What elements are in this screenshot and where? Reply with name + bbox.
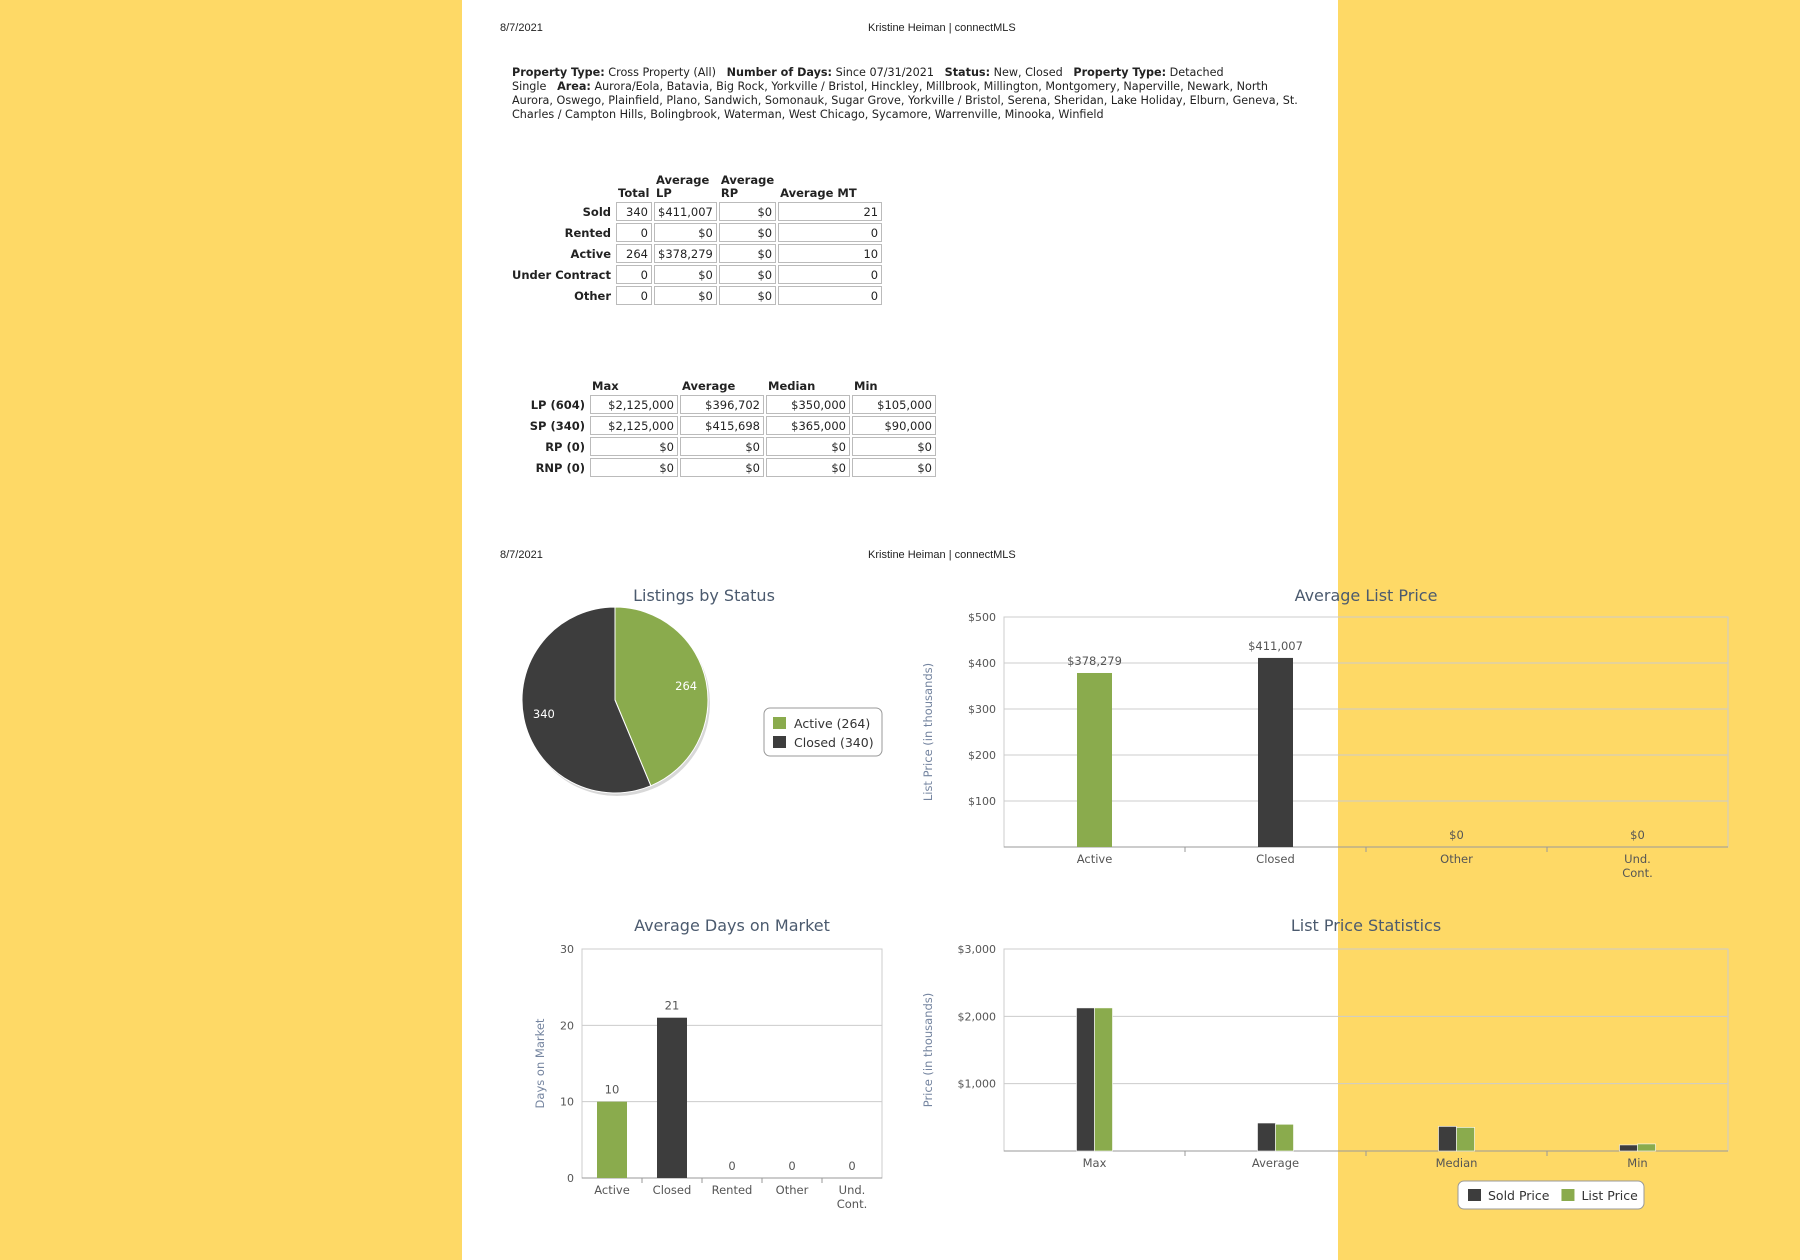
data-label: 0 bbox=[848, 1159, 856, 1173]
chart-title: Average Days on Market bbox=[634, 916, 830, 935]
table-row bbox=[510, 265, 882, 284]
row-label: Active bbox=[570, 246, 611, 261]
table-row bbox=[510, 286, 882, 305]
column-header: Min bbox=[854, 379, 878, 393]
row-label: Sold bbox=[582, 204, 611, 219]
row-label: LP (604) bbox=[530, 397, 585, 412]
table-row bbox=[524, 437, 936, 456]
data-label: $0 bbox=[1449, 828, 1464, 842]
column-header: Total bbox=[618, 186, 650, 200]
bar-list-price bbox=[1276, 1124, 1294, 1151]
legend-label: Active (264) bbox=[794, 716, 871, 731]
table-cell: 340 bbox=[616, 202, 652, 221]
table-row bbox=[524, 458, 936, 477]
slice-label: 340 bbox=[532, 707, 555, 722]
criteria-label: Property Type: bbox=[1073, 66, 1167, 79]
column-header: Average LP bbox=[656, 173, 710, 200]
table-cell: 0 bbox=[778, 223, 882, 242]
legend-label: Closed (340) bbox=[794, 735, 874, 750]
data-label: 21 bbox=[664, 998, 680, 1013]
bar-sold-price bbox=[1258, 1123, 1276, 1151]
table-row bbox=[510, 223, 882, 242]
table-cell: $411,007 bbox=[654, 202, 717, 221]
data-label: $0 bbox=[1630, 828, 1645, 842]
row-label: Other bbox=[574, 288, 611, 303]
table-cell: $0 bbox=[766, 437, 850, 456]
x-tick-label: Rented bbox=[711, 1183, 753, 1197]
x-tick-label: Min bbox=[1627, 1156, 1648, 1170]
table-cell: $105,000 bbox=[852, 395, 936, 414]
x-tick-label: Closed bbox=[1256, 852, 1295, 866]
table-cell: $0 bbox=[590, 458, 678, 477]
table-cell: $415,698 bbox=[680, 416, 764, 435]
table-cell: $0 bbox=[719, 265, 776, 284]
table-cell: $0 bbox=[719, 223, 776, 242]
y-tick-label: 20 bbox=[560, 1019, 574, 1033]
criteria-label: Area: bbox=[557, 80, 591, 93]
column-header: Average RP bbox=[720, 173, 775, 200]
y-tick-label: $500 bbox=[968, 611, 996, 624]
criteria-value: Since 07/31/2021 bbox=[835, 66, 934, 79]
legend-label: List Price bbox=[1581, 1188, 1638, 1203]
listings-by-status-chart bbox=[462, 575, 902, 875]
x-tick-label: Cont. bbox=[1622, 866, 1653, 880]
table-cell: $90,000 bbox=[852, 416, 936, 435]
criteria-value: Aurora/Eola, Batavia, Big Rock, Yorkville / Bristol, Hinckley, Millbrook, Millington, Montgomery, Naperville, Newark, North Aurora, Oswego, Plainfield, Plano, Sandwich, Somonauk, Sugar Grove, Yorkville / Bristol, Serena, Sheridan, Lake Holiday, Elburn, Geneva, St. Charles / Campton Hills, Bolingbrook, Waterman, West Chicago, Sycamore, Warrenville, Minooka, Winfield bbox=[512, 80, 1298, 121]
table-cell: 21 bbox=[778, 202, 882, 221]
report-page bbox=[462, 0, 1653, 1260]
table-cell: $0 bbox=[852, 437, 936, 456]
average-days-on-market-chart bbox=[462, 905, 902, 1225]
table-cell: $0 bbox=[680, 437, 764, 456]
table-cell: 0 bbox=[778, 286, 882, 305]
table-cell: $2,125,000 bbox=[590, 416, 678, 435]
chart-legend bbox=[764, 708, 882, 756]
plot-area bbox=[1004, 617, 1728, 847]
bar-list-price bbox=[1095, 1008, 1113, 1151]
x-tick-label: Und. bbox=[1624, 852, 1651, 866]
table-cell: 0 bbox=[616, 286, 652, 305]
bar-list-price bbox=[1638, 1144, 1656, 1151]
table-cell: $0 bbox=[654, 286, 717, 305]
slice-label: 264 bbox=[675, 678, 698, 693]
x-tick-label: Max bbox=[1082, 1156, 1107, 1170]
legend-swatch bbox=[1561, 1189, 1574, 1201]
x-tick-label: Active bbox=[1076, 852, 1113, 866]
column-header: Average MT bbox=[780, 186, 857, 200]
table-row bbox=[524, 416, 936, 435]
y-tick-label: $1,000 bbox=[957, 1077, 996, 1091]
bar-list-price bbox=[1457, 1127, 1475, 1151]
column-header: Average bbox=[682, 379, 736, 393]
price-statistics-table bbox=[522, 378, 938, 479]
table-header-row bbox=[510, 174, 882, 200]
data-label: 0 bbox=[788, 1159, 796, 1173]
average-list-price-chart bbox=[902, 575, 1653, 895]
y-tick-label: $3,000 bbox=[957, 943, 996, 956]
page1-date: 8/7/2021 bbox=[500, 22, 543, 34]
legend-label: Sold Price bbox=[1488, 1188, 1550, 1203]
page1-agent: Kristine Heiman | connectMLS bbox=[868, 22, 1016, 34]
page2-date: 8/7/2021 bbox=[500, 549, 543, 561]
bar bbox=[597, 1102, 627, 1178]
table-row bbox=[510, 244, 882, 263]
y-tick-label: $400 bbox=[968, 657, 996, 670]
data-label: $411,007 bbox=[1248, 638, 1303, 653]
table-cell: 264 bbox=[616, 244, 652, 263]
bar bbox=[1077, 673, 1112, 847]
table-cell: $396,702 bbox=[680, 395, 764, 414]
bar bbox=[657, 1018, 687, 1178]
data-label: 0 bbox=[728, 1159, 736, 1173]
table-cell: $0 bbox=[766, 458, 850, 477]
x-tick-label: Other bbox=[775, 1183, 809, 1197]
y-tick-label: $2,000 bbox=[957, 1010, 996, 1024]
row-label: SP (340) bbox=[529, 418, 585, 433]
bar-sold-price bbox=[1620, 1145, 1638, 1151]
chart-title: Average List Price bbox=[1294, 586, 1438, 605]
table-cell: $0 bbox=[654, 265, 717, 284]
table-cell: $365,000 bbox=[766, 416, 850, 435]
criteria-label: Number of Days: bbox=[726, 66, 833, 79]
table-cell: $2,125,000 bbox=[590, 395, 678, 414]
table-row bbox=[524, 395, 936, 414]
bar-sold-price bbox=[1077, 1008, 1095, 1151]
table-cell: $350,000 bbox=[766, 395, 850, 414]
legend-swatch bbox=[1468, 1189, 1481, 1201]
criteria-value: Detached Single bbox=[512, 66, 1224, 93]
y-tick-label: $100 bbox=[968, 795, 996, 808]
x-tick-label: Und. bbox=[838, 1183, 866, 1197]
table-cell: 10 bbox=[778, 244, 882, 263]
chart-title: Listings by Status bbox=[633, 586, 775, 605]
x-tick-label: Active bbox=[594, 1183, 630, 1197]
table-cell: 0 bbox=[616, 223, 652, 242]
table-cell: $0 bbox=[590, 437, 678, 456]
x-tick-label: Average bbox=[1251, 1156, 1300, 1170]
table-cell: $0 bbox=[680, 458, 764, 477]
table-cell: $0 bbox=[852, 458, 936, 477]
column-header: Median bbox=[768, 379, 816, 393]
x-tick-label: Median bbox=[1435, 1156, 1478, 1170]
status-summary-table bbox=[508, 172, 884, 307]
row-label: RNP (0) bbox=[535, 460, 585, 475]
table-header-row bbox=[524, 380, 936, 393]
chart-legend bbox=[1458, 1181, 1644, 1209]
legend-swatch bbox=[773, 717, 786, 729]
criteria-value: New, Closed bbox=[993, 66, 1063, 79]
page2-agent: Kristine Heiman | connectMLS bbox=[868, 549, 1016, 561]
row-label: RP (0) bbox=[545, 439, 585, 454]
legend-swatch bbox=[773, 736, 786, 748]
row-label: Under Contract bbox=[511, 267, 611, 282]
table-cell: 0 bbox=[616, 265, 652, 284]
criteria-label: Status: bbox=[944, 66, 991, 79]
chart-title: List Price Statistics bbox=[1290, 916, 1442, 935]
table-cell: $0 bbox=[719, 286, 776, 305]
y-axis-label: List Price (in thousands) bbox=[921, 662, 935, 802]
table-cell: $378,279 bbox=[654, 244, 717, 263]
criteria-value: Cross Property (All) bbox=[608, 66, 716, 79]
x-tick-label: Closed bbox=[652, 1183, 692, 1197]
list-price-statistics-chart bbox=[902, 905, 1648, 1225]
y-tick-label: $200 bbox=[968, 749, 996, 762]
x-tick-label: Cont. bbox=[836, 1197, 868, 1211]
column-header: Max bbox=[592, 379, 619, 393]
row-label: Rented bbox=[564, 225, 611, 240]
bar bbox=[1258, 658, 1293, 847]
criteria-label: Property Type: bbox=[512, 66, 605, 79]
y-tick-label: 0 bbox=[567, 1172, 574, 1185]
y-tick-label: $300 bbox=[968, 703, 996, 716]
y-axis-label: Price (in thousands) bbox=[921, 992, 935, 1108]
data-label: $378,279 bbox=[1067, 653, 1122, 668]
x-tick-label: Other bbox=[1440, 852, 1473, 866]
table-cell: $0 bbox=[654, 223, 717, 242]
table-cell: 0 bbox=[778, 265, 882, 284]
y-axis-label: Days on Market bbox=[533, 1018, 547, 1109]
y-tick-label: 30 bbox=[560, 943, 574, 956]
data-label: 10 bbox=[604, 1082, 620, 1097]
table-row bbox=[510, 202, 882, 221]
search-criteria bbox=[512, 66, 1298, 122]
bar-sold-price bbox=[1439, 1126, 1457, 1151]
table-cell: $0 bbox=[719, 202, 776, 221]
table-cell: $0 bbox=[719, 244, 776, 263]
y-tick-label: 10 bbox=[560, 1095, 574, 1109]
